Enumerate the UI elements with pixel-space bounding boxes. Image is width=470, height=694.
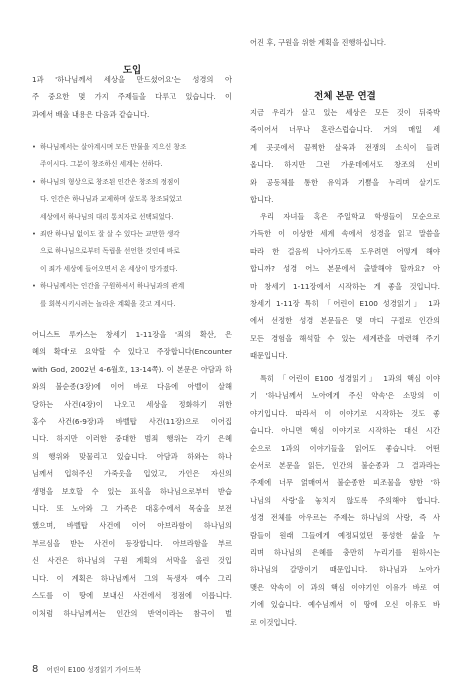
text-line: 죽이어서 너무나 혼란스럽습니다. 거의 매일 세 (250, 125, 440, 135)
text-line: 주 중요한 몇 가지 주제들을 다루고 있습니다. 이 (32, 92, 232, 102)
bullet-dot-icon: • (32, 282, 36, 291)
text-line: 하나님의 형상으로 창조된 인간은 창조의 정점이 (40, 177, 180, 186)
text-line: 창세기 1-11장 특히 「어린이 E100 성경읽기」 1과 (250, 299, 440, 309)
text-line: 과에서 배울 내용은 다음과 같습니다. (32, 109, 150, 119)
text-line: 이 죄가 세상에 들어오면서 온 세상이 망가졌다. (40, 264, 178, 273)
text-line: 어니스트 루카스는 창세기 1-11장을 '죄의 확산, 은 (32, 330, 232, 339)
text-line: with God, 2002년 4-6월호, 13-14쪽). 이 본문은 아담과 하 (32, 364, 232, 374)
bullet-item (32, 174, 232, 226)
text-line: 특히 「어린이 E100 성경읽기」 1과의 핵심 이야 (260, 374, 440, 383)
text-line: 에서 선정한 성경 본문들은 몇 마디 구절로 인간의 (250, 316, 440, 326)
text-line: 기에 있습니다. 예수님께서 이 땅에 오신 이유도 바 (250, 600, 440, 610)
text-line: 순으로 1과의 이야기들을 읽어도 좋습니다. 어떤 (250, 443, 440, 453)
page-number: 8 (32, 664, 39, 675)
text-line: 야기입니다. 따라서 이 이야기로 시작하는 것도 좋 (250, 408, 440, 418)
text-line: 합니까? 성경 어느 본문에서 출발해야 할까요? 아 (250, 264, 440, 274)
body-paragraph (32, 326, 232, 622)
text-line: 순서로 본문을 읽든, 인간의 불순종과 그 결과라는 (250, 461, 440, 471)
text-line: 람들이 원래 그들에게 예정되었던 풍성한 삶을 누 (250, 530, 440, 540)
text-line: 따라 한 걸음씩 나아가도록 도우려면 어떻게 해야 (250, 246, 440, 256)
text-line: 부르심을 받는 사건이 등장합니다. 아브라함을 부르 (32, 538, 232, 548)
text-line: 모든 경험을 해석할 수 있는 세계관을 마련해 주기 (250, 333, 440, 343)
text-line: 하나님께서는 인간을 구원하셔서 하나님과의 관계 (40, 282, 185, 291)
bullet-dot-icon: • (32, 177, 36, 186)
text-line: 지금 우리가 살고 있는 세상은 모든 것이 뒤죽박 (250, 108, 440, 117)
text-line: 리며 하나님의 은혜를 충만히 누리기를 원하시는 (250, 548, 440, 558)
text-line: 하나님의 갈망이기 때문입니다. 하나님과 노아가 (250, 565, 440, 575)
text-line: 니다. 또 노아와 그 가족은 대홍수에서 목숨을 보전 (32, 504, 232, 514)
bullet-dot-icon: • (32, 143, 36, 151)
text-line: 의 행위와 맞물리고 있습니다. 아담과 하와는 하나 (32, 451, 232, 461)
text-line: 했으며, 바벨탑 사건에 이어 아브라함이 하나님의 (32, 521, 232, 531)
intro-paragraph (32, 71, 232, 123)
text-line: 신 사건은 하나님의 구원 계획의 서막을 올린 것입 (32, 556, 232, 566)
text-line: 죄란 하나님 없이도 잘 살 수 있다는 교만한 생각 (40, 230, 180, 239)
text-line: 어진 후, 구원을 위한 계획을 진행하십니다. (250, 38, 387, 47)
text-line: 성경 전체를 아우르는 주제는 하나님의 사랑, 즉 사 (250, 513, 440, 523)
section-heading-intro: 도입 (122, 65, 142, 76)
text-line: 주이시다. 그분이 창조하신 세계는 선하다. (40, 160, 163, 169)
text-line: 옵니다. 하지만 그런 가운데에서도 창조의 신비 (250, 160, 440, 170)
bullet-dot-icon: • (32, 230, 36, 239)
text-line: 합니다. (250, 195, 274, 205)
text-line: 나님의 사랑'을 놓치지 않도록 주의해야 합니다. (250, 495, 440, 505)
section-heading-connection: 전체 본문 연결 (314, 91, 376, 102)
text-line: 당하는 사건(4장)이 나오고 세상을 정화하기 위한 (32, 399, 232, 409)
text-line: 다. 인간은 하나님과 교제하며 살도록 창조되었고 (40, 195, 182, 204)
text-line: 기 '하나님께서 노아에게 주신 약속'은 소망의 이 (250, 391, 440, 401)
connection-paragraph-3 (250, 370, 440, 631)
text-line: 맺은 약속이 이 과의 핵심 이야기인 이유가 바로 여 (250, 582, 440, 592)
text-line: 니다. 하지만 이러한 중대한 범죄 행위는 각기 은혜 (32, 434, 232, 444)
connection-paragraph-1 (250, 104, 440, 208)
text-line: 하나님께서는 살아계시며 모든 만물을 지으신 창조 (40, 143, 187, 151)
text-line: 혜의 확대'로 요약할 수 있다고 주장합니다(Encounter (32, 347, 232, 357)
text-line: 주제에 너무 얽매여서 불순종한 피조물을 향한 '하 (250, 478, 440, 488)
text-line: 세상에서 하나님의 대리 통치자로 선택되었다. (40, 212, 174, 221)
text-line: 습니다. 아니면 핵심 이야기로 시작하는 대신 시간 (250, 426, 440, 436)
text-line: 홍수 사건(6-9장)과 바벨탑 사건(11장)으로 이어집 (32, 417, 232, 427)
bullet-item (32, 278, 232, 313)
text-line: 와의 불순종(3장)에 이어 바로 다음에 아벨이 살해 (32, 382, 232, 392)
text-line: 스도를 이 땅에 보내신 사건에서 정점에 이릅니다. (32, 591, 232, 601)
book-title: 어린이 E100 성경읽기 가이드북 (46, 666, 141, 674)
continuation-line (250, 34, 440, 51)
text-line: 우리 자녀들 혹은 주일학교 학생들이 모순으로 (260, 212, 440, 221)
text-line: 님께서 입혀주신 가죽옷을 입었고, 가인은 자신의 (32, 469, 232, 479)
text-line: 마 창세기 1-11장에서 시작하는 게 좋을 것입니다. (250, 281, 440, 291)
text-line: 와 공동체를 통한 유익과 기쁨을 누리며 살기도 (250, 177, 440, 187)
summary-bullet-list (32, 139, 232, 313)
text-line: 으로 하나님으로부터 독립을 선언한 것인데 바로 (40, 247, 180, 256)
page-footer (32, 664, 141, 675)
text-line: 이처럼 하나님께서는 인간의 반역이라는 참극이 벌 (32, 608, 232, 618)
text-line: 1과 '하나님께서 세상을 만드셨어요'는 성경의 아 (32, 75, 232, 84)
connection-paragraph-2 (250, 208, 440, 365)
text-line: 계 곳곳에서 끔찍한 살육과 전쟁의 소식이 들려 (250, 142, 440, 152)
bullet-item (32, 226, 232, 278)
text-line: 생명을 보호할 수 있는 표식을 하나님으로부터 받습 (32, 486, 232, 496)
text-line: 로 이것입니다. (250, 617, 297, 627)
text-line: 때문입니다. (250, 351, 288, 361)
bullet-item (32, 139, 232, 174)
text-line: 를 회복시키시려는 놀라운 계획을 갖고 계시다. (40, 299, 176, 308)
text-line: 니다. 이 계획은 하나님께서 그의 독생자 예수 그리 (32, 573, 232, 583)
text-line: 가득한 이 이상한 세계 속에서 성경을 읽고 말씀을 (250, 229, 440, 239)
